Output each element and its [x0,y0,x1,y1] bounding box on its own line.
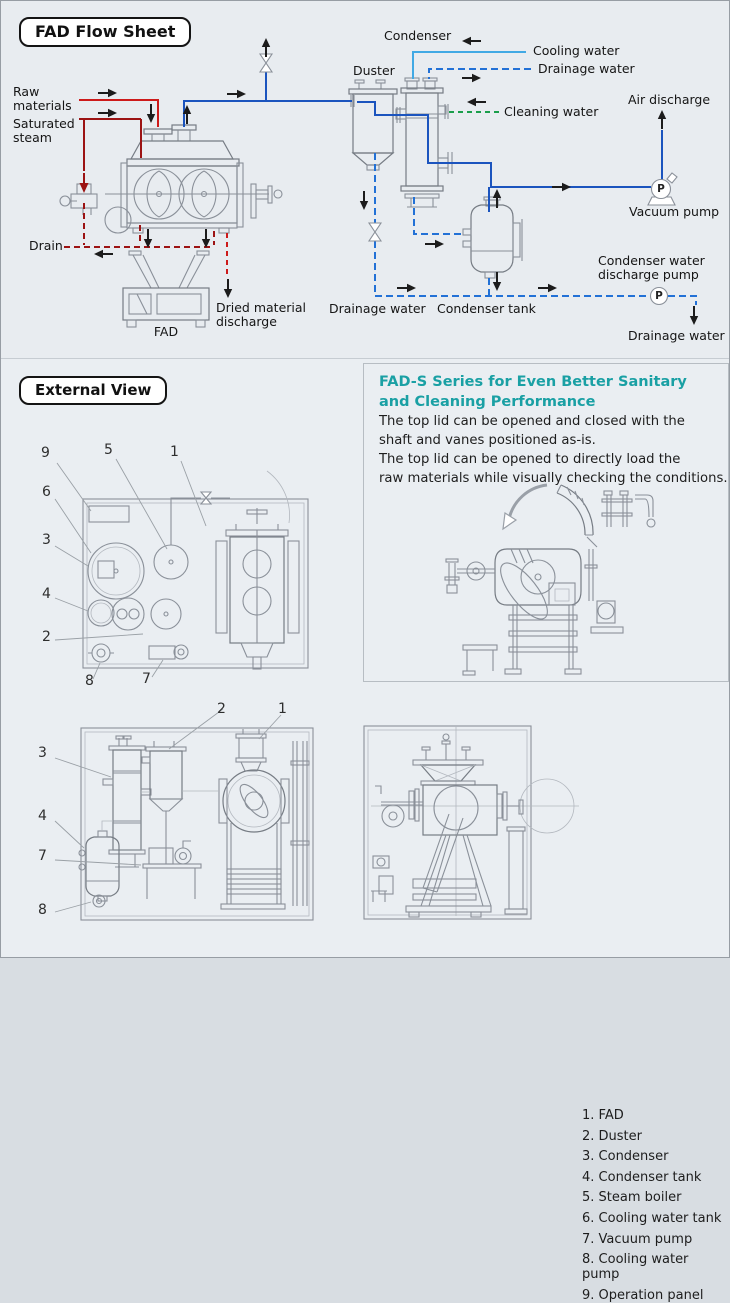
legend-item: 1. FAD [582,1108,624,1123]
plan-callout: 2 [42,629,51,645]
label-cooling-water: Cooling water [533,43,620,58]
label-saturated-steam: Saturated steam [13,116,75,146]
parts-legend [582,1108,729,1303]
legend-item: 4. Condenser tank [582,1169,702,1185]
label-dried-material-discharge: Dried material discharge [216,300,307,330]
label-cleaning-water: Cleaning water [504,104,599,119]
condensate-line [414,197,465,234]
valve-icon [369,223,381,241]
plan-callout: 3 [42,532,51,548]
plan-callout: 9 [41,445,50,461]
external-view-badge [19,376,167,405]
label-air-discharge: Air discharge [628,92,711,107]
plan-callout: 4 [42,586,51,602]
legend-item: 6. Cooling water tank [582,1210,722,1226]
plan-callout: 1 [170,444,179,460]
flow-sheet-badge [19,17,191,47]
legend-item: 7. Vacuum pump [582,1231,693,1247]
plan-view-drawing [31,441,361,686]
flow-sheet-badge-label: FAD Flow Sheet [35,22,176,41]
saturated-steam-line [79,119,141,158]
label-raw-materials: Raw materials [13,84,72,114]
plan-callout: 5 [104,442,113,458]
legend-item: 9. Operation panel [582,1287,704,1303]
swing-arrow-icon [503,513,516,529]
external-view-badge-label: External View [35,381,152,399]
duster-condenser-line [357,102,448,163]
side-view-drawing [351,706,581,951]
plan-callout: 7 [142,671,151,687]
label-condenser: Condenser [384,28,452,43]
fad-s-heading: FAD-S Series for Even Better Sanitary and Cleaning Performance [379,374,687,410]
front-callout: 1 [278,701,287,717]
legend-item: 8. Cooling water pump [582,1252,689,1283]
condenser-pump-line [448,163,651,187]
front-callout: 2 [217,701,226,717]
condenser-drawing [396,78,452,207]
front-callout: 4 [38,808,47,824]
front-view-drawing [31,701,351,946]
fad-s-illustration [421,473,721,685]
fad-machine-drawing [60,125,282,233]
legend-item: 2. Duster [582,1128,642,1144]
vapor-line-main [184,101,352,127]
vacuum-pump-symbol: P [657,183,665,195]
legend-item: 5. Steam boiler [582,1190,682,1206]
external-view-section [1,359,729,1303]
plan-callout: 6 [42,484,51,500]
discharge-pump-symbol: P [655,290,663,302]
pump-outlet-line [668,296,696,305]
legend-item: 3. Condenser [582,1149,669,1165]
plan-callout: 8 [85,673,94,689]
front-callout: 8 [38,902,47,918]
label-fad: FAD [153,324,179,339]
label-duster: Duster [353,63,395,78]
fad-s-body-text: The top lid can be opened and closed with the shaft and vanes positioned as-is. The top lid can be opened to directly load the raw materials while visually checking the conditions. [379,414,728,486]
raw-material-line [79,100,158,127]
label-drainage-water-right: Drainage water [628,328,725,343]
flow-sheet-section [1,1,729,359]
front-callout: 7 [38,848,47,864]
front-callout: 3 [38,745,47,761]
label-condenser-water-discharge-pump: Condenser water discharge pump [598,253,705,283]
duster-drawing [349,80,397,170]
cooling-water-line [413,52,526,79]
label-vacuum-pump: Vacuum pump [629,204,720,219]
label-drain: Drain [29,238,63,253]
label-condenser-tank: Condenser tank [437,301,536,316]
fad-stand-drawing [123,251,209,327]
condenser-tank-drawing [463,197,522,278]
drainage-top-line [429,69,531,79]
label-drainage-water-top: Drainage water [538,61,635,76]
label-drainage-water-left: Drainage water [329,301,426,316]
